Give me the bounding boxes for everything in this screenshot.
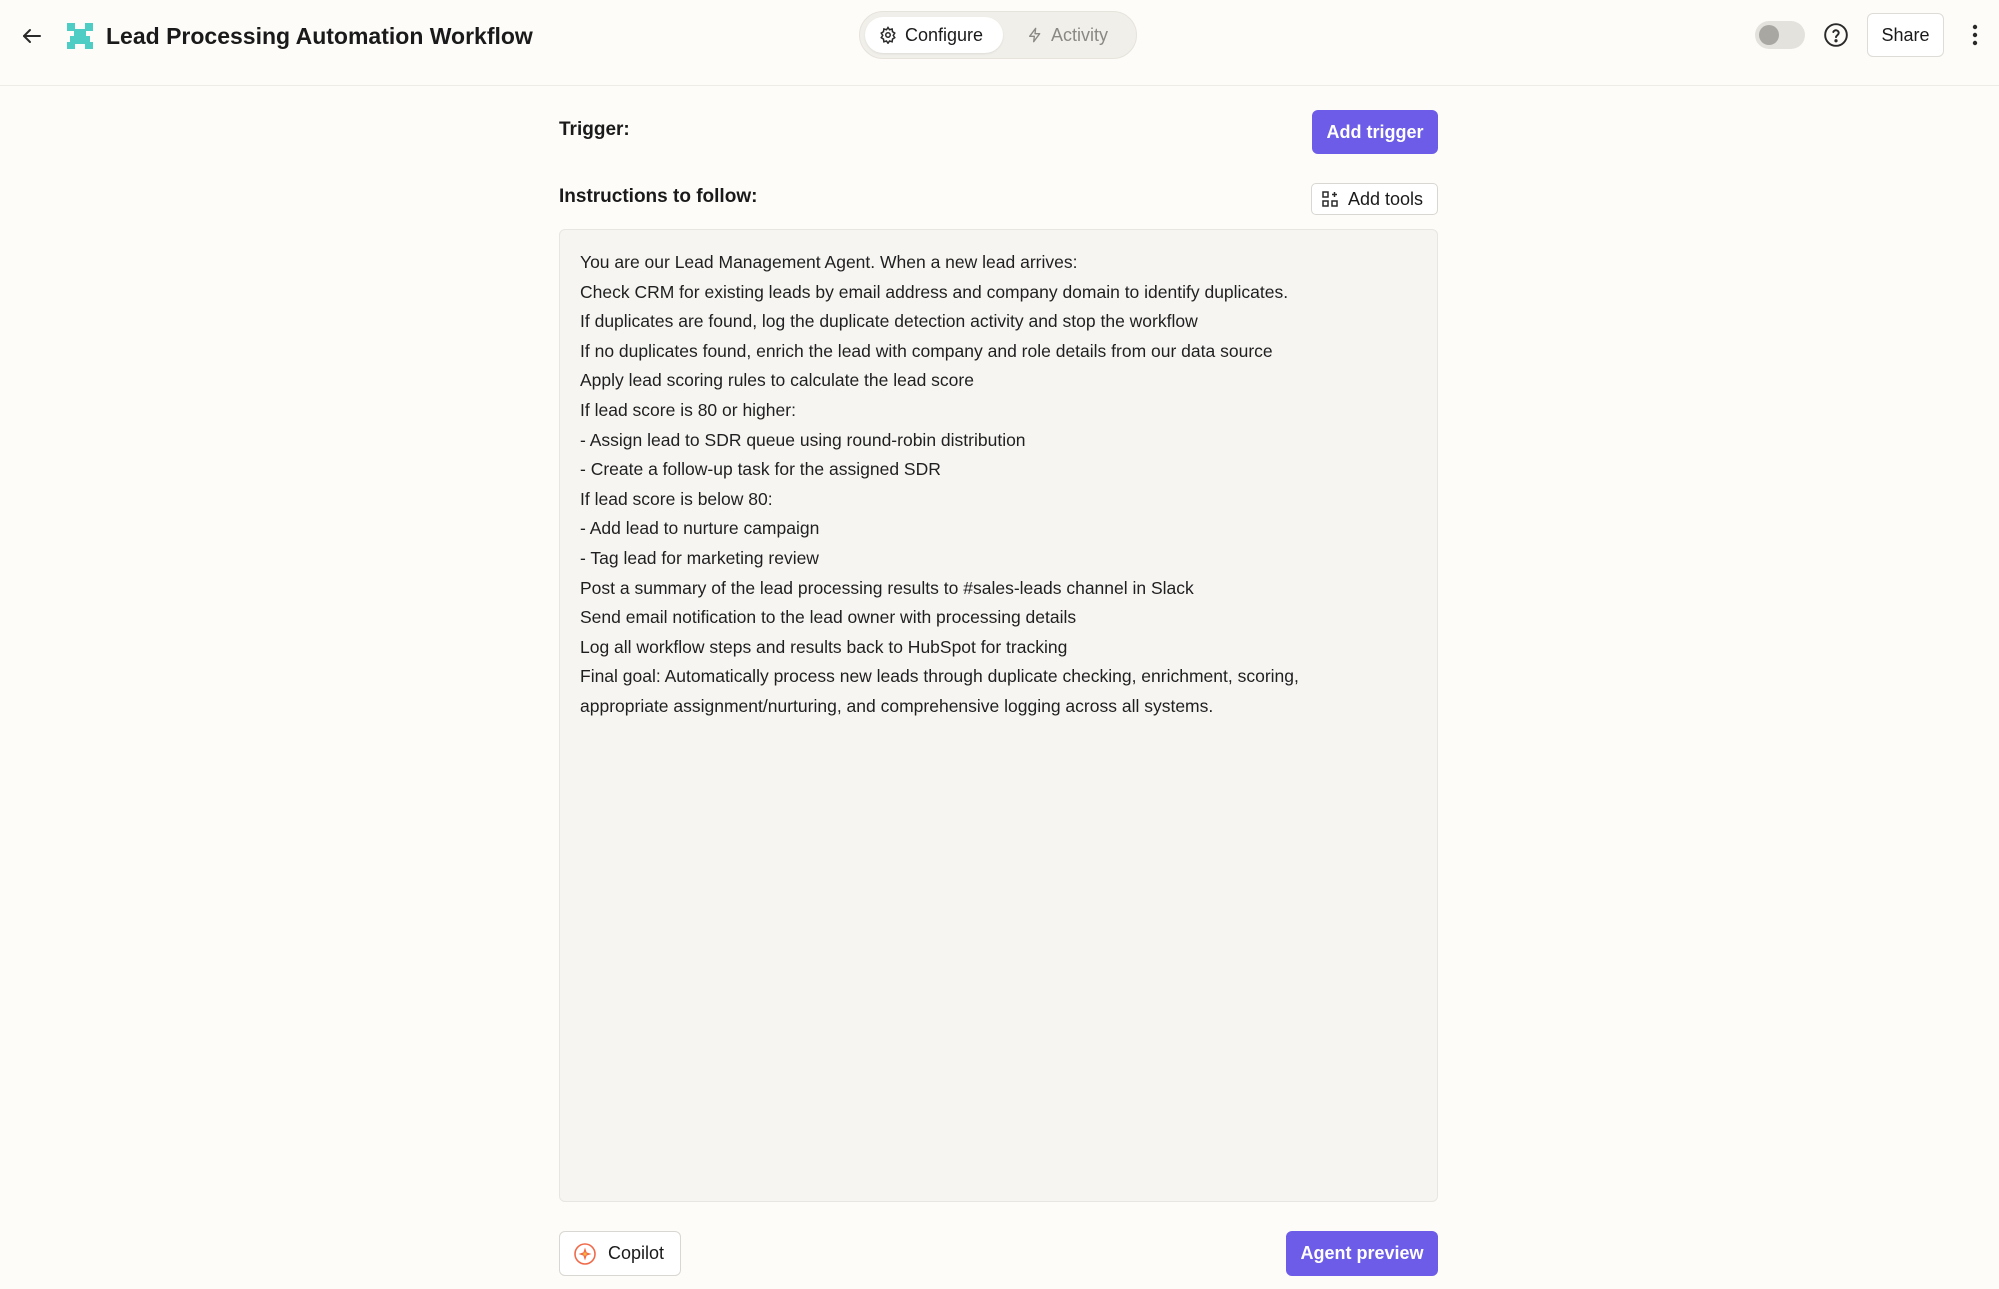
add-tools-label: Add tools (1348, 188, 1424, 209)
instruction-line: - Tag lead for marketing review (580, 547, 819, 568)
more-vertical-icon (1972, 24, 1978, 46)
instruction-line: appropriate assignment/nurturing, and comprehensive logging across all systems. (580, 695, 1214, 716)
agent-preview-button[interactable]: Agent preview (1286, 1231, 1438, 1276)
view-tabs (859, 11, 1137, 59)
trigger-label: Trigger: (559, 119, 630, 140)
instruction-line: Check CRM for existing leads by email address and company domain to identify duplicates. (580, 281, 1289, 302)
tab-configure-label: Configure (905, 24, 984, 45)
tab-activity[interactable] (1013, 17, 1131, 53)
gear-icon (879, 26, 897, 44)
back-button[interactable] (14, 18, 50, 54)
instruction-line: If lead score is 80 or higher: (580, 399, 796, 420)
workflow-logo-icon (66, 22, 94, 50)
help-button[interactable] (1820, 19, 1852, 51)
copilot-label: Copilot (608, 1243, 665, 1263)
top-bar (0, 0, 1999, 86)
instruction-line: Log all workflow steps and results back to HubSpot for tracking (580, 636, 1068, 657)
instruction-line: You are our Lead Management Agent. When a new lead arrives: (580, 252, 1078, 272)
workflow-toggle[interactable] (1755, 21, 1805, 49)
share-button[interactable]: Share (1867, 13, 1944, 57)
instruction-line: - Assign lead to SDR queue using round-robin distribution (580, 429, 1026, 450)
toggle-knob (1759, 25, 1779, 45)
copilot-button[interactable] (559, 1231, 681, 1276)
more-options-button[interactable] (1960, 19, 1990, 51)
tab-configure[interactable] (865, 17, 1003, 53)
instruction-line: Apply lead scoring rules to calculate the lead score (580, 370, 974, 391)
arrow-left-icon (20, 24, 44, 48)
lightning-icon (1027, 26, 1043, 44)
help-circle-icon (1823, 22, 1849, 48)
instruction-line: - Create a follow-up task for the assigned SDR (580, 459, 941, 480)
grid-plus-icon (1322, 191, 1338, 207)
instruction-line: If duplicates are found, log the duplicate detection activity and stop the workflow (580, 311, 1198, 332)
add-trigger-button[interactable]: Add trigger (1312, 110, 1438, 154)
instruction-line: If no duplicates found, enrich the lead with company and role details from our data source (580, 340, 1273, 361)
tab-activity-label: Activity (1051, 24, 1109, 45)
instruction-line: - Add lead to nurture campaign (580, 518, 820, 539)
instruction-line: Post a summary of the lead processing results to #sales-leads channel in Slack (580, 577, 1194, 598)
page-title: Lead Processing Automation Workflow (106, 23, 533, 49)
instructions-label: Instructions to follow: (559, 186, 758, 207)
copilot-sparkle-icon (574, 1243, 596, 1265)
instruction-line: If lead score is below 80: (580, 488, 773, 509)
instruction-line: Final goal: Automatically process new leads through duplicate checking, enrichment, scoring, (580, 666, 1299, 687)
instructions-editor[interactable] (559, 229, 1438, 1202)
instruction-line: Send email notification to the lead owner with processing details (580, 607, 1077, 628)
add-tools-button[interactable] (1311, 183, 1438, 215)
